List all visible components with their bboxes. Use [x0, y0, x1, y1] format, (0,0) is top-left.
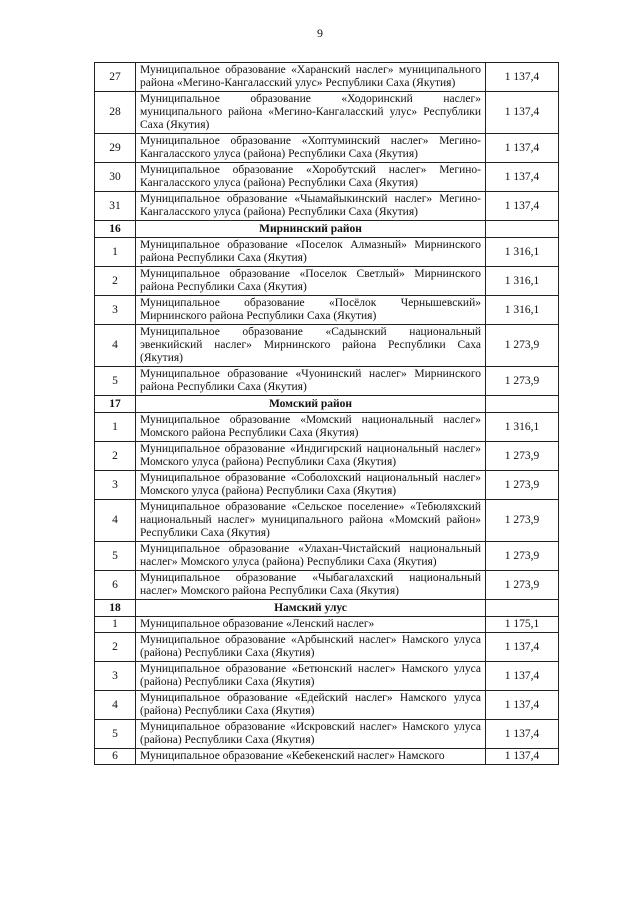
row-number-cell: 5: [95, 367, 136, 396]
section-row: [95, 396, 559, 413]
row-number-cell: 4: [95, 500, 136, 542]
table-row: [95, 413, 559, 442]
table-row: [95, 267, 559, 296]
table-body: [95, 63, 559, 765]
municipality-name-cell: Муниципальное образование «Арбынский наслег» Намского улуса (района) Республики Саха (Якутия): [136, 633, 486, 662]
municipality-name-cell: Муниципальное образование «Момский национальный наслег» Момского района Республики Саха (Якутия): [136, 413, 486, 442]
section-title-cell: Мирнинский район: [136, 221, 486, 238]
section-title-cell: Момский район: [136, 396, 486, 413]
municipality-name-cell: Муниципальное образование «Ходоринский наслег» муниципального района «Мегино-Кангаласский улус» Республики Саха (Якутия): [136, 92, 486, 134]
municipality-name-cell: Муниципальное образование «Сельское поселение» «Тебюляхский национальный наслег» муниципального района «Момский район» Республики Саха (Якутия): [136, 500, 486, 542]
row-number-cell: 28: [95, 92, 136, 134]
row-number-cell: 4: [95, 325, 136, 367]
municipality-name-cell: Муниципальное образование «Харанский наслег» муниципального района «Мегино-Кангаласский улус» Республики Саха (Якутия): [136, 63, 486, 92]
row-number-cell: 1: [95, 617, 136, 633]
table-row: [95, 296, 559, 325]
table-row: [95, 63, 559, 92]
amount-cell: 1 273,9: [486, 500, 559, 542]
table-row: [95, 92, 559, 134]
row-number-cell: 4: [95, 691, 136, 720]
table-row: [95, 367, 559, 396]
row-number-cell: 29: [95, 134, 136, 163]
table-row: [95, 163, 559, 192]
page-number: 9: [317, 26, 323, 40]
amount-cell: 1 137,4: [486, 633, 559, 662]
table-row: [95, 238, 559, 267]
amount-cell: 1 137,4: [486, 92, 559, 134]
municipality-name-cell: Муниципальное образование «Улахан-Чистайский национальный наслег» Момского улуса (района) Республики Саха (Якутия): [136, 542, 486, 571]
amount-cell: 1 316,1: [486, 413, 559, 442]
amount-cell: [486, 396, 559, 413]
row-number-cell: 31: [95, 192, 136, 221]
table-row: [95, 500, 559, 542]
amount-cell: 1 137,4: [486, 720, 559, 749]
amount-cell: 1 273,9: [486, 542, 559, 571]
municipality-name-cell: Муниципальное образование «Чуонинский наслег» Мирнинского района Республики Саха (Якутия): [136, 367, 486, 396]
amount-cell: 1 273,9: [486, 471, 559, 500]
municipality-name-cell: Муниципальное образование «Кебекенский наслег» Намского: [136, 749, 486, 765]
row-number-cell: 2: [95, 442, 136, 471]
amount-cell: 1 273,9: [486, 442, 559, 471]
municipality-name-cell: Муниципальное образование «Посёлок Чернышевский» Мирнинского района Республики Саха (Якутия): [136, 296, 486, 325]
amount-cell: 1 137,4: [486, 749, 559, 765]
amount-cell: 1 316,1: [486, 296, 559, 325]
municipality-name-cell: Муниципальное образование «Индигирский национальный наслег» Момского улуса (района) Республики Саха (Якутия): [136, 442, 486, 471]
municipality-name-cell: Муниципальное образование «Садынский национальный эвенкийский наслег» Мирнинского района Республики Саха (Якутия): [136, 325, 486, 367]
row-number-cell: 5: [95, 720, 136, 749]
amount-cell: 1 137,4: [486, 691, 559, 720]
amount-cell: 1 273,9: [486, 571, 559, 600]
amount-cell: 1 273,9: [486, 325, 559, 367]
amount-cell: 1 137,4: [486, 192, 559, 221]
section-title-cell: Намский улус: [136, 600, 486, 617]
table-row: [95, 442, 559, 471]
municipality-name-cell: Муниципальное образование «Чыбагалахский национальный наслег» Момского района Республики Саха (Якутия): [136, 571, 486, 600]
row-number-cell: 3: [95, 296, 136, 325]
amount-cell: 1 137,4: [486, 134, 559, 163]
table-row: [95, 720, 559, 749]
municipality-name-cell: Муниципальное образование «Бетюнский наслег» Намского улуса (района) Республики Саха (Якутия): [136, 662, 486, 691]
amount-cell: 1 137,4: [486, 163, 559, 192]
row-number-cell: 17: [95, 396, 136, 413]
municipality-name-cell: Муниципальное образование «Чыамайыкинский наслег» Мегино-Кангаласского улуса (района) Республики Саха (Якутия): [136, 192, 486, 221]
row-number-cell: 3: [95, 662, 136, 691]
table-row: [95, 542, 559, 571]
row-number-cell: 27: [95, 63, 136, 92]
row-number-cell: 16: [95, 221, 136, 238]
table-row: [95, 325, 559, 367]
amount-cell: 1 316,1: [486, 267, 559, 296]
table-row: [95, 571, 559, 600]
municipality-name-cell: Муниципальное образование «Соболохский национальный наслег» Момского улуса (района) Республики Саха (Якутия): [136, 471, 486, 500]
amount-cell: 1 316,1: [486, 238, 559, 267]
municipality-name-cell: Муниципальное образование «Поселок Светлый» Мирнинского района Республики Саха (Якутия): [136, 267, 486, 296]
row-number-cell: 3: [95, 471, 136, 500]
table-row: [95, 749, 559, 765]
row-number-cell: 2: [95, 267, 136, 296]
amount-cell: 1 137,4: [486, 63, 559, 92]
municipality-name-cell: Муниципальное образование «Искровский наслег» Намского улуса (района) Республики Саха (Якутия): [136, 720, 486, 749]
row-number-cell: 2: [95, 633, 136, 662]
amount-cell: [486, 600, 559, 617]
amount-cell: [486, 221, 559, 238]
amount-cell: 1 137,4: [486, 662, 559, 691]
table-row: [95, 471, 559, 500]
municipality-name-cell: Муниципальное образование «Хоптуминский наслег» Мегино-Кангаласского улуса (района) Республики Саха (Якутия): [136, 134, 486, 163]
table-row: [95, 134, 559, 163]
row-number-cell: 1: [95, 238, 136, 267]
amount-cell: 1 175,1: [486, 617, 559, 633]
table-row: [95, 617, 559, 633]
row-number-cell: 18: [95, 600, 136, 617]
table-row: [95, 662, 559, 691]
section-row: [95, 600, 559, 617]
row-number-cell: 6: [95, 571, 136, 600]
municipality-name-cell: Муниципальное образование «Едейский наслег» Намского улуса (района) Республики Саха (Якутия): [136, 691, 486, 720]
row-number-cell: 6: [95, 749, 136, 765]
table-row: [95, 633, 559, 662]
table-row: [95, 691, 559, 720]
municipalities-table: [94, 62, 559, 765]
table-row: [95, 192, 559, 221]
municipality-name-cell: Муниципальное образование «Ленский наслег»: [136, 617, 486, 633]
amount-cell: 1 273,9: [486, 367, 559, 396]
municipality-name-cell: Муниципальное образование «Хоробутский наслег» Мегино-Кангаласского улуса (района) Республики Саха (Якутия): [136, 163, 486, 192]
row-number-cell: 5: [95, 542, 136, 571]
row-number-cell: 1: [95, 413, 136, 442]
section-row: [95, 221, 559, 238]
municipality-name-cell: Муниципальное образование «Поселок Алмазный» Мирнинского района Республики Саха (Якутия): [136, 238, 486, 267]
row-number-cell: 30: [95, 163, 136, 192]
